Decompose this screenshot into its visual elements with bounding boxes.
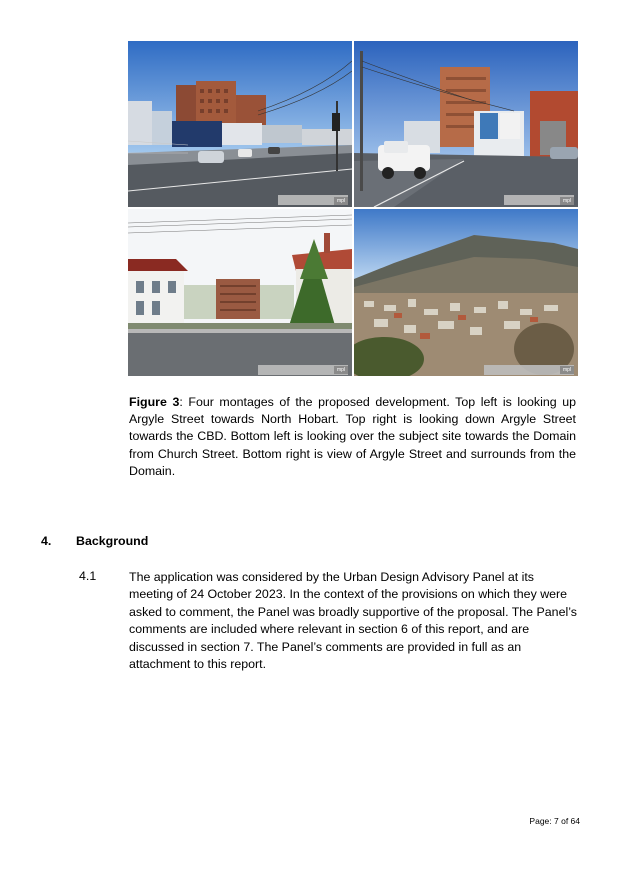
paragraph-text: The application was considered by the Urban Design Advisory Panel at its meeting of 24 October 2023. In the context of the provisions on which they were asked to comment, the Panel was broadly supportive of the proposal. The Panel’s comments are included where relevant in section 6 of this report, and are discussed in section 7. The Panel’s comments are provided in full as an attachment to this report. [129, 570, 577, 672]
photo-watermark: mpl [560, 366, 574, 374]
photo-watermark: mpl [334, 366, 348, 374]
section-title: Background [76, 534, 149, 548]
photo-bottom-right [354, 209, 578, 376]
photo-top-right [354, 41, 578, 207]
figure-caption-text: : Four montages of the proposed development. Top left is looking up Argyle Street towards North Hobart. Top right is looking down Argyle Street towards the CBD. Bottom left is looking over the subject site towards the Domain from Church Street. Bottom right is view of Argyle Street and surrounds from the Domain. [129, 395, 576, 478]
paragraph-number: 4.1 [79, 569, 97, 583]
figure-label: Figure 3 [129, 395, 180, 409]
photo-watermark: mpl [560, 197, 574, 205]
section-heading [41, 534, 148, 548]
section-number: 4. [41, 534, 52, 548]
photo-watermark: mpl [334, 197, 348, 205]
figure-montage [128, 41, 576, 376]
figure-caption [129, 394, 576, 480]
photo-bottom-left [128, 209, 352, 376]
page-number: Page: 7 of 64 [529, 816, 580, 826]
photo-top-left [128, 41, 352, 207]
